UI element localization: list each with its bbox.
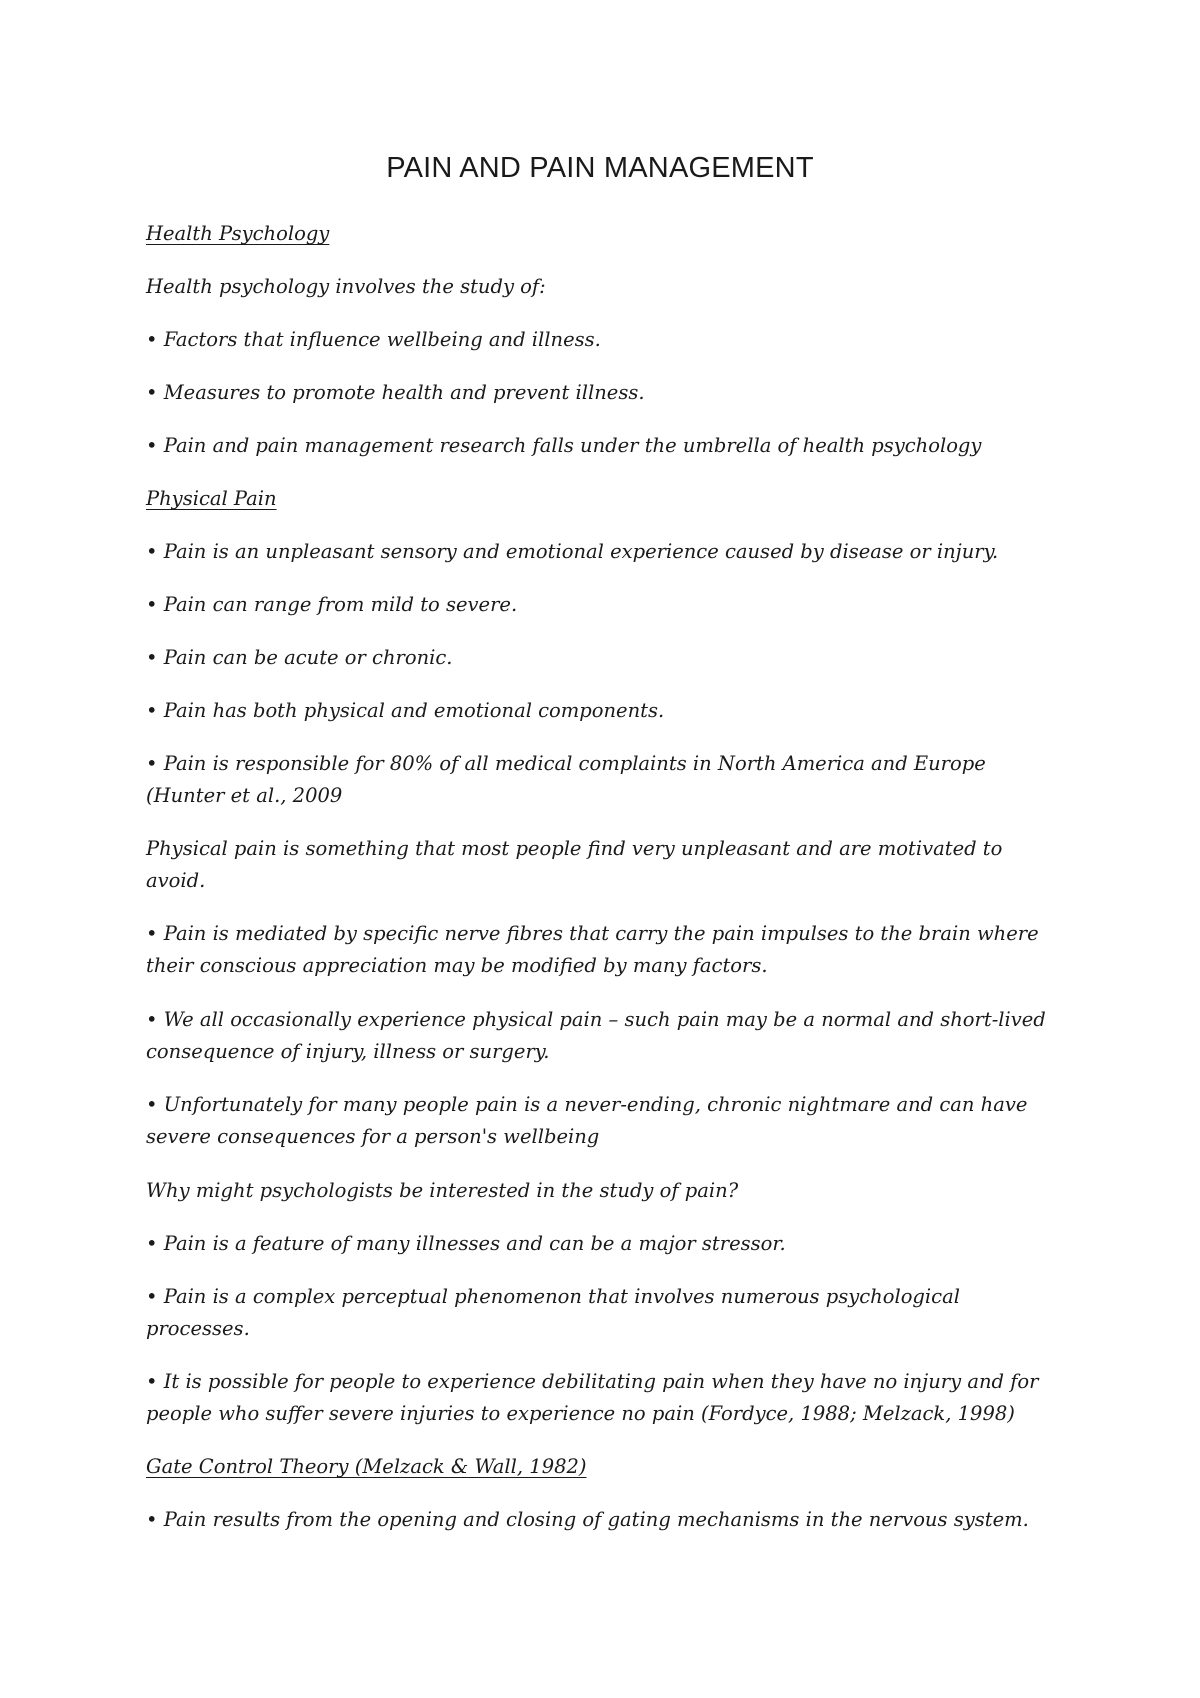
bullet-item: • Factors that influence wellbeing and illness.: [146, 328, 601, 351]
bullet-item-continued: consequence of injury, illness or surgery.: [146, 1040, 550, 1063]
bullet-item: • Pain can be acute or chronic.: [146, 646, 453, 669]
bullet-item: • It is possible for people to experience debilitating pain when they have no injury and for: [146, 1370, 1039, 1393]
heading-gate-control-theory: Gate Control Theory (Melzack & Wall, 1982): [146, 1455, 587, 1478]
bullet-item: • Pain can range from mild to severe.: [146, 593, 518, 616]
bullet-item: • Pain has both physical and emotional components.: [146, 699, 665, 722]
bullet-item: • Pain is responsible for 80% of all medical complaints in North America and Europe: [146, 752, 986, 775]
bullet-item: • Unfortunately for many people pain is a never-ending, chronic nightmare and can have: [146, 1093, 1028, 1116]
bullet-item: • Pain is a complex perceptual phenomenon that involves numerous psychological: [146, 1285, 960, 1308]
bullet-item: • Pain is mediated by specific nerve fibres that carry the pain impulses to the brain where: [146, 922, 1039, 945]
paragraph-intro: Health psychology involves the study of:: [146, 275, 546, 298]
bullet-item: • Pain and pain management research falls under the umbrella of health psychology: [146, 434, 982, 457]
bullet-item-continued: (Hunter et al., 2009: [146, 784, 343, 807]
paragraph: Physical pain is something that most people find very unpleasant and are motivated to: [146, 837, 1003, 860]
bullet-item: • We all occasionally experience physical pain – such pain may be a normal and short-lived: [146, 1008, 1046, 1031]
paragraph-continued: avoid.: [146, 869, 206, 892]
bullet-item: • Measures to promote health and prevent illness.: [146, 381, 645, 404]
bullet-item: • Pain is an unpleasant sensory and emotional experience caused by disease or injury.: [146, 540, 999, 563]
bullet-item-continued: their conscious appreciation may be modified by many factors.: [146, 954, 768, 977]
bullet-item-continued: people who suffer severe injuries to experience no pain (Fordyce, 1988; Melzack, 1998): [146, 1402, 1015, 1425]
bullet-item-continued: processes.: [146, 1317, 250, 1340]
bullet-item: • Pain results from the opening and closing of gating mechanisms in the nervous system.: [146, 1508, 1029, 1531]
heading-physical-pain: Physical Pain: [146, 487, 277, 510]
bullet-item: • Pain is a feature of many illnesses and can be a major stressor.: [146, 1232, 786, 1255]
heading-health-psychology: Health Psychology: [146, 222, 330, 245]
bullet-item-continued: severe consequences for a person's wellbeing: [146, 1125, 600, 1148]
question-paragraph: Why might psychologists be interested in the study of pain?: [146, 1179, 739, 1202]
page-title: PAIN AND PAIN MANAGEMENT: [386, 152, 814, 184]
